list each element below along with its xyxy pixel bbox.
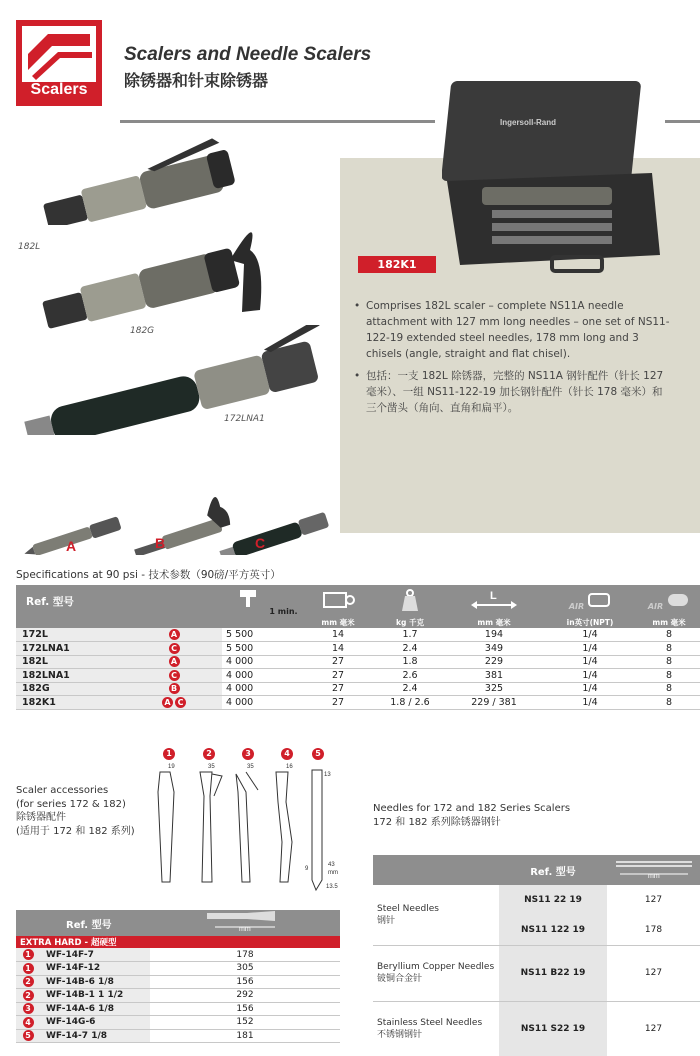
spec-speed: 4 000 bbox=[222, 655, 302, 669]
accessory-length: 152 bbox=[150, 1016, 340, 1030]
variant-a-label: A bbox=[66, 538, 77, 554]
needle-type bbox=[373, 1001, 499, 1056]
specs-table bbox=[16, 585, 700, 710]
needle-ref: NS11 122 19 bbox=[499, 915, 607, 945]
needle-type-en: Beryllium Copper Needles bbox=[377, 962, 495, 972]
extra-hard-label: EXTRA HARD - 超硬型 bbox=[16, 936, 340, 948]
accessory-row bbox=[16, 962, 340, 976]
specs-ref-header: Ref. 型号 bbox=[16, 585, 222, 617]
needle-length-icon bbox=[614, 858, 694, 880]
accessory-ref: WF-14F-7 bbox=[40, 948, 150, 962]
spec-speed: 5 500 bbox=[222, 642, 302, 656]
variant-badge: C bbox=[169, 643, 180, 654]
spec-inlet: 1/4 bbox=[542, 682, 638, 696]
speed-unit: 1 min. bbox=[269, 606, 298, 616]
needles-length-header bbox=[607, 855, 700, 885]
spec-row bbox=[16, 696, 700, 710]
needles-heading bbox=[373, 802, 570, 829]
label-182g: 182G bbox=[130, 326, 155, 336]
spec-weight: 2.6 bbox=[374, 669, 446, 683]
spec-variant bbox=[126, 682, 222, 696]
accessory-num-cell bbox=[16, 1016, 40, 1030]
spec-length: 229 / 381 bbox=[446, 696, 542, 710]
needles-unit: mm bbox=[647, 872, 660, 880]
spec-stroke: 27 bbox=[302, 696, 374, 710]
spec-row bbox=[16, 682, 700, 696]
spec-ref: 172L bbox=[16, 628, 126, 642]
unit-stroke: mm 毫米 bbox=[302, 617, 374, 628]
page-title-cn: 除锈器和针束除锈器 bbox=[124, 71, 269, 90]
needle-length: 178 bbox=[607, 915, 700, 945]
variant-badge: C bbox=[175, 697, 186, 708]
accessory-num-cell bbox=[16, 1029, 40, 1043]
dim-13-5: 13.5 bbox=[326, 884, 338, 890]
dim-16: 16 bbox=[286, 764, 293, 770]
acc-ref-header: Ref. 型号 bbox=[16, 910, 150, 936]
accessory-num: 4 bbox=[23, 1017, 34, 1028]
spec-hose: 8 bbox=[638, 696, 700, 710]
weight-icon bbox=[397, 587, 423, 613]
spec-speed: 5 500 bbox=[222, 628, 302, 642]
page-title-en: Scalers and Needle Scalers bbox=[124, 44, 372, 65]
accessory-length: 292 bbox=[150, 989, 340, 1003]
acc-line3: 除锈器配件 bbox=[16, 812, 66, 823]
unit-length: mm 毫米 bbox=[446, 617, 542, 628]
accessory-num-cell bbox=[16, 1002, 40, 1016]
kit-desc-cn: • 包括：一支 182L 除锈器，完整的 NS11A 钢针配件（针长 127 毫米）、一组 NS11-122-19 加长钢针配件（针长 178 毫米）和三个凿头（角向、直角和扁平）。 bbox=[352, 368, 672, 416]
stroke-header bbox=[302, 585, 374, 617]
accessory-num: 2 bbox=[23, 976, 34, 987]
hammer-icon bbox=[226, 586, 266, 614]
spec-row bbox=[16, 669, 700, 683]
chisel-num-1: 1 bbox=[163, 748, 175, 760]
dim-9: 9 bbox=[305, 866, 309, 872]
accessory-num-cell bbox=[16, 975, 40, 989]
dim-35b: 35 bbox=[247, 764, 254, 770]
accessory-num-cell bbox=[16, 962, 40, 976]
label-172lna1: 172LNA1 bbox=[224, 414, 265, 424]
needles-title-en: Needles for 172 and 182 Series Scalers bbox=[373, 803, 571, 814]
accessory-row bbox=[16, 948, 340, 962]
variant-badge: C bbox=[169, 670, 180, 681]
chisels-drawing bbox=[150, 762, 350, 902]
spec-ref: 182LNA1 bbox=[16, 669, 126, 683]
spec-weight: 2.4 bbox=[374, 642, 446, 656]
spec-ref: 182G bbox=[16, 682, 126, 696]
needle-length: 127 bbox=[607, 1001, 700, 1056]
spec-inlet: 1/4 bbox=[542, 642, 638, 656]
accessory-row bbox=[16, 975, 340, 989]
length-letter: L bbox=[490, 589, 497, 602]
spec-length: 194 bbox=[446, 628, 542, 642]
spec-inlet: 1/4 bbox=[542, 628, 638, 642]
spec-hose: 8 bbox=[638, 628, 700, 642]
accessory-num: 1 bbox=[23, 963, 34, 974]
inlet-header bbox=[542, 585, 638, 617]
spec-weight: 1.8 bbox=[374, 655, 446, 669]
kit-case-image bbox=[442, 75, 662, 275]
spec-hose: 8 bbox=[638, 682, 700, 696]
variant-badge: B bbox=[169, 683, 180, 694]
spec-length: 325 bbox=[446, 682, 542, 696]
chisel-num-2: 2 bbox=[203, 748, 215, 760]
spec-variant bbox=[126, 696, 222, 710]
dim-13: 13 bbox=[324, 772, 331, 778]
accessory-row bbox=[16, 1002, 340, 1016]
spec-speed: 4 000 bbox=[222, 669, 302, 683]
needle-type-cn: 钢针 bbox=[377, 915, 396, 926]
spec-length: 229 bbox=[446, 655, 542, 669]
needle-row bbox=[373, 945, 700, 1001]
accessory-length: 181 bbox=[150, 1029, 340, 1043]
accessory-length: 156 bbox=[150, 1002, 340, 1016]
weight-header bbox=[374, 585, 446, 617]
spec-ref: 182L bbox=[16, 655, 126, 669]
spec-speed: 4 000 bbox=[222, 696, 302, 710]
chisel-num-4: 4 bbox=[281, 748, 293, 760]
case-brand-text: Ingersoll-Rand bbox=[500, 118, 557, 127]
accessory-length: 178 bbox=[150, 948, 340, 962]
kit-desc-en: • Comprises 182L scaler – complete NS11A needle attachment with 127 mm long needles – one set of NS11-122-19 extended steel needles, 178 mm long and 3 chisels (angle, straight and flat chisel). bbox=[352, 298, 672, 362]
scaler-172lna1-image bbox=[20, 325, 335, 435]
spec-inlet: 1/4 bbox=[542, 696, 638, 710]
scalers-logo bbox=[16, 20, 102, 106]
accessory-num: 1 bbox=[23, 949, 34, 960]
piston-icon bbox=[320, 587, 356, 613]
spec-stroke: 27 bbox=[302, 682, 374, 696]
acc-chisel-header bbox=[150, 910, 340, 936]
chisel-num-5: 5 bbox=[312, 748, 324, 760]
spec-row bbox=[16, 642, 700, 656]
needle-length: 127 bbox=[644, 895, 663, 905]
spec-hose: 8 bbox=[638, 655, 700, 669]
acc-line1: Scaler accessories bbox=[16, 785, 109, 796]
unit-weight: kg 千克 bbox=[374, 617, 446, 628]
spec-length: 381 bbox=[446, 669, 542, 683]
needle-row bbox=[373, 885, 700, 915]
variant-badge: A bbox=[169, 629, 180, 640]
spec-weight: 1.7 bbox=[374, 628, 446, 642]
accessory-num-cell bbox=[16, 989, 40, 1003]
dim-19: 19 bbox=[168, 764, 175, 770]
variant-badge: A bbox=[162, 697, 173, 708]
needle-ref: NS11 B22 19 bbox=[499, 945, 607, 1001]
accessories-heading bbox=[16, 784, 135, 838]
spec-inlet: 1/4 bbox=[542, 669, 638, 683]
accessory-length: 305 bbox=[150, 962, 340, 976]
acc-unit: mm bbox=[239, 925, 251, 933]
needle-type-cn: 不锈钢钢针 bbox=[377, 1030, 423, 1040]
accessory-num: 5 bbox=[23, 1030, 34, 1041]
spec-stroke: 14 bbox=[302, 642, 374, 656]
accessory-num: 2 bbox=[23, 990, 34, 1001]
needles-table bbox=[373, 855, 700, 1056]
dim-unit: mm bbox=[328, 870, 338, 876]
accessory-num-cell bbox=[16, 948, 40, 962]
hose-icon bbox=[666, 591, 690, 609]
spec-inlet: 1/4 bbox=[542, 655, 638, 669]
spec-variant bbox=[126, 669, 222, 683]
accessory-ref: WF-14A-6 1/8 bbox=[40, 1002, 150, 1016]
accessories-table bbox=[16, 910, 340, 1043]
variant-badge: A bbox=[169, 656, 180, 667]
header-rule bbox=[120, 120, 435, 123]
air-label: AIR bbox=[568, 601, 585, 611]
needle-type-cn: 铍铜合金针 bbox=[377, 974, 423, 984]
thread-icon bbox=[587, 591, 611, 609]
label-182l: 182L bbox=[18, 242, 41, 252]
unit-hose: mm 毫米 bbox=[638, 617, 700, 628]
needle-type bbox=[373, 945, 499, 1001]
accessory-num: 3 bbox=[23, 1003, 34, 1014]
kit-description bbox=[352, 298, 672, 422]
accessory-ref: WF-14F-12 bbox=[40, 962, 150, 976]
acc-line2: (for series 172 & 182) bbox=[16, 798, 126, 810]
accessory-ref: WF-14B-6 1/8 bbox=[40, 975, 150, 989]
accessory-ref: WF-14-7 1/8 bbox=[40, 1029, 150, 1043]
spec-speed: 4 000 bbox=[222, 682, 302, 696]
speed-header bbox=[222, 585, 302, 617]
spec-length: 349 bbox=[446, 642, 542, 656]
length-header bbox=[446, 585, 542, 617]
chisel-length-icon bbox=[205, 911, 285, 933]
needles-title-cn: 172 和 182 系列除锈器钢针 bbox=[373, 816, 501, 828]
specs-title: Specifications at 90 psi - 技术参数（90磅/平方英寸） bbox=[16, 569, 281, 581]
spec-hose: 8 bbox=[638, 642, 700, 656]
variant-b-label: B bbox=[155, 535, 166, 551]
spec-weight: 2.4 bbox=[374, 682, 446, 696]
spec-ref: 172LNA1 bbox=[16, 642, 126, 656]
dim-35a: 35 bbox=[208, 764, 215, 770]
spec-weight: 1.8 / 2.6 bbox=[374, 696, 446, 710]
needle-type-en: Stainless Steel Needles bbox=[377, 1018, 483, 1028]
chisel-num-3: 3 bbox=[242, 748, 254, 760]
accessory-row bbox=[16, 1029, 340, 1043]
needles-ref-header: Ref. 型号 bbox=[499, 855, 607, 885]
spec-ref: 182K1 bbox=[16, 696, 126, 710]
logo-label: Scalers bbox=[30, 81, 88, 98]
spec-row bbox=[16, 655, 700, 669]
air-label-2: AIR bbox=[647, 601, 664, 611]
variant-c-label: C bbox=[255, 535, 266, 551]
scaler-182g-image bbox=[30, 200, 280, 330]
dim-43: 43 bbox=[328, 862, 335, 868]
spec-variant bbox=[126, 655, 222, 669]
needle-ref: NS11 S22 19 bbox=[499, 1001, 607, 1056]
needle-type bbox=[373, 885, 499, 945]
acc-line4: (适用于 172 和 182 系列) bbox=[16, 825, 135, 837]
spec-stroke: 27 bbox=[302, 655, 374, 669]
accessory-length: 156 bbox=[150, 975, 340, 989]
accessory-row bbox=[16, 989, 340, 1003]
spec-stroke: 14 bbox=[302, 628, 374, 642]
unit-inlet: in英寸(NPT) bbox=[542, 617, 638, 628]
spec-hose: 8 bbox=[638, 669, 700, 683]
spec-variant bbox=[126, 642, 222, 656]
needle-length: 127 bbox=[607, 945, 700, 1001]
length-arrow-icon bbox=[469, 587, 519, 613]
spec-row bbox=[16, 628, 700, 642]
needle-ref: NS11 22 19 bbox=[499, 885, 607, 915]
kit-tag: 182K1 bbox=[358, 256, 436, 273]
hose-header bbox=[638, 585, 700, 617]
accessory-row bbox=[16, 1016, 340, 1030]
accessory-ref: WF-14G-6 bbox=[40, 1016, 150, 1030]
tool-variants-image bbox=[14, 495, 334, 555]
spec-variant bbox=[126, 628, 222, 642]
accessory-ref: WF-14B-1 1 1/2 bbox=[40, 989, 150, 1003]
chisel-logo-icon bbox=[22, 26, 96, 82]
needle-row bbox=[373, 1001, 700, 1056]
needle-type-en: Steel Needles bbox=[377, 903, 439, 914]
header-rule-right bbox=[665, 120, 700, 123]
spec-stroke: 27 bbox=[302, 669, 374, 683]
